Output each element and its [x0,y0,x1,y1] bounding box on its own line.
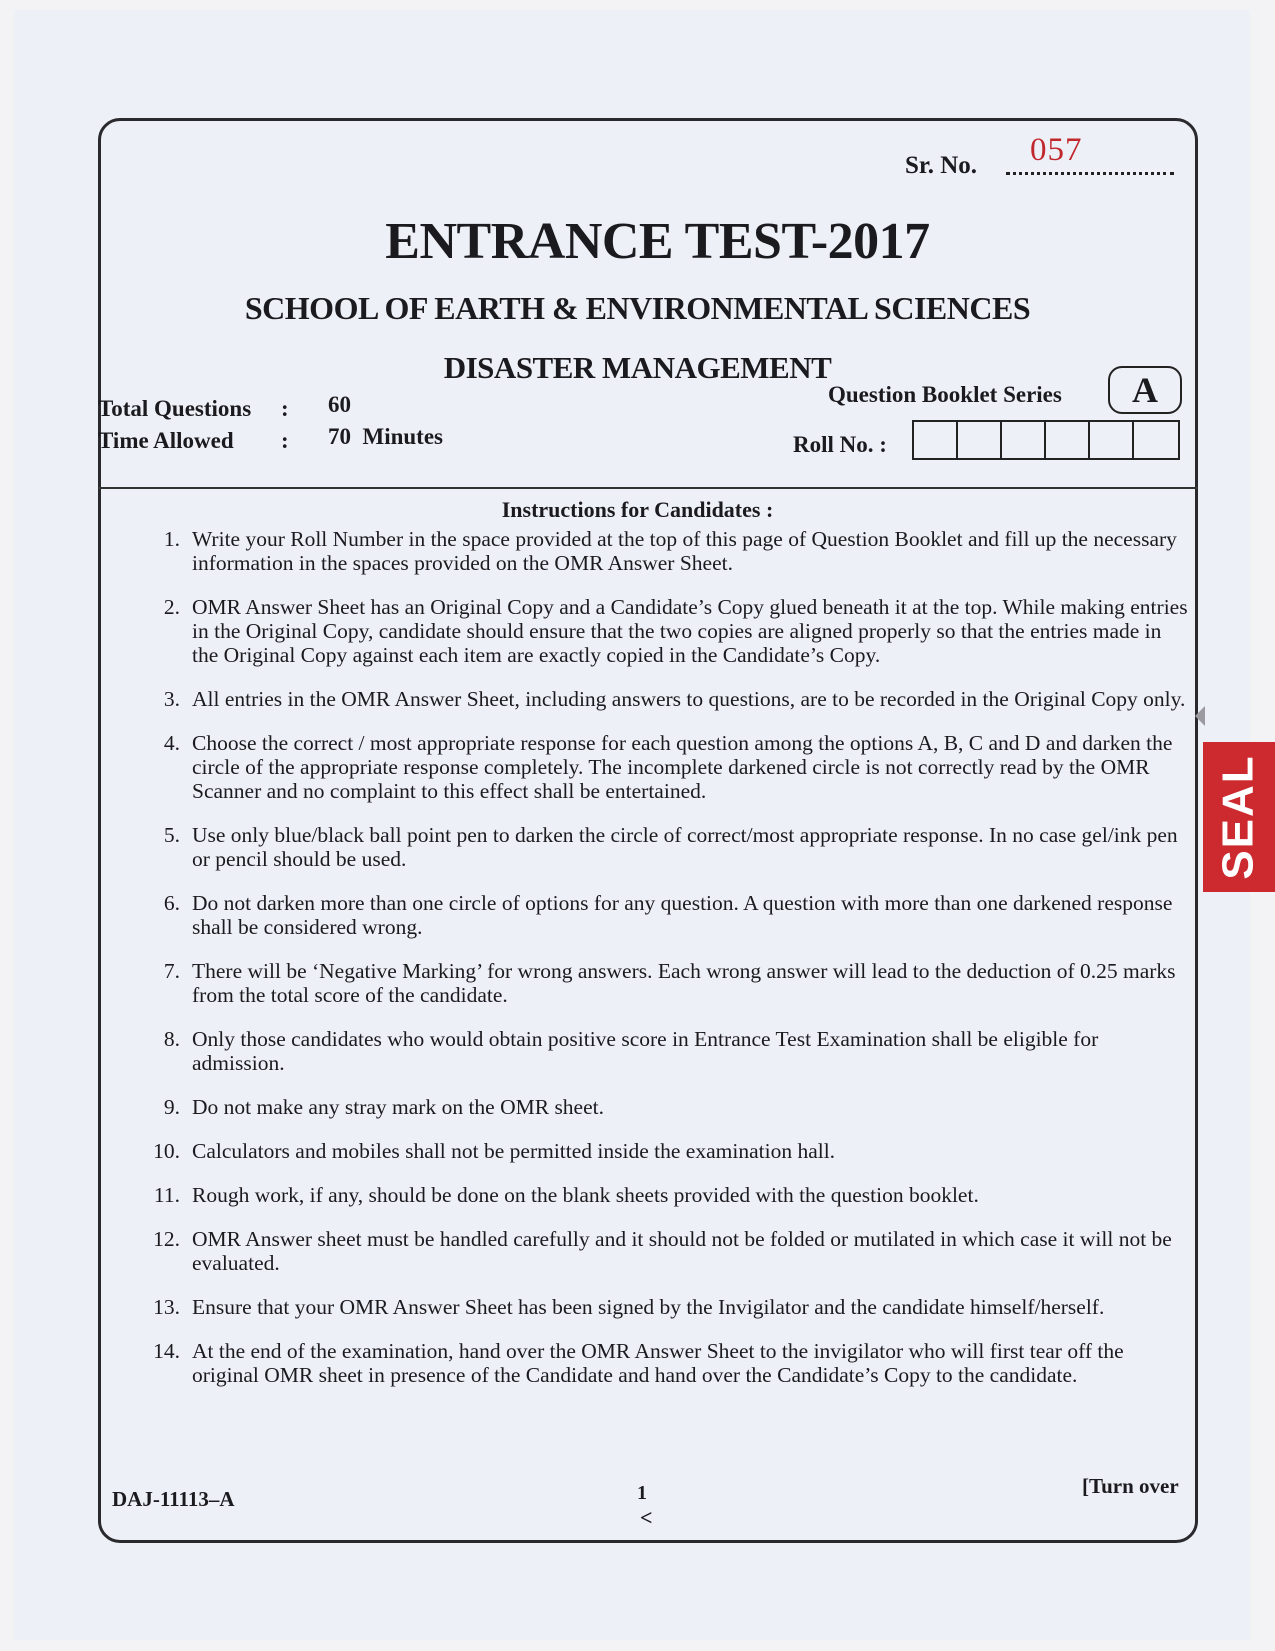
roll-number-boxes[interactable] [912,420,1180,460]
instruction-text: Do not darken more than one circle of options for any question. A question with more than one darkened response shall be considered wrong. [192,891,1173,939]
instruction-number: 4. [163,731,180,755]
serial-number-value: 057 [1030,132,1083,168]
instruction-item [140,1227,1190,1275]
instruction-number: 5. [163,823,180,847]
instruction-number: 9. [163,1095,180,1119]
instruction-text: Write your Roll Number in the space provided at the top of this page of Question Booklet and fill up the necessary information in the spaces provided on the OMR Answer Sheet. [192,527,1177,575]
total-questions-colon: : [281,396,289,421]
instruction-text: Ensure that your OMR Answer Sheet has been signed by the Invigilator and the candidate himself/herself. [192,1295,1105,1319]
instruction-item [140,527,1190,575]
instructions-list [140,527,1190,1387]
instruction-item [140,1339,1190,1387]
instruction-number: 3. [163,687,180,711]
instruction-text: Only those candidates who would obtain positive score in Entrance Test Examination shall be eligible for admission. [192,1027,1099,1075]
seal-notch-icon [1195,706,1205,726]
instruction-number: 2. [163,595,180,619]
instruction-text: Choose the correct / most appropriate response for each question among the options A, B, C and D and darken the circle of the appropriate response completely. The incomplete darkened circle is not correctly read by the OMR Scanner and no complaint to this effect shall be entertained. [192,731,1173,803]
instruction-number: 10. [153,1139,180,1163]
turn-over-label: [Turn over [1082,1474,1179,1498]
instruction-item [140,1027,1190,1075]
instruction-item [140,731,1190,803]
instruction-number: 13. [153,1295,180,1319]
roll-number-digit-box[interactable] [1134,422,1178,458]
instruction-number: 6. [163,891,180,915]
roll-number-digit-box[interactable] [1090,422,1134,458]
instruction-text: OMR Answer Sheet has an Original Copy and a Candidate’s Copy glued beneath it at the top. While making entries in the Original Copy, candidate should ensure that the two copies are aligned properly so that the entries made in the Original Copy against each item are exactly copied in the Candidate’s Copy. [192,595,1188,667]
roll-number-digit-box[interactable] [1002,422,1046,458]
booklet-code: DAJ-11113–A [112,1487,235,1511]
instruction-text: Calculators and mobiles shall not be permitted inside the examination hall. [192,1139,836,1163]
instruction-text: Use only blue/black ball point pen to darken the circle of correct/most appropriate response. In no case gel/ink pen or pencil should be used. [192,823,1178,871]
subject-name: DISASTER MANAGEMENT [443,350,832,385]
instruction-text: Rough work, if any, should be done on the blank sheets provided with the question booklet. [192,1183,979,1207]
instruction-item [140,1139,1190,1163]
serial-number-label: Sr. No. [905,152,978,179]
instruction-item [140,1095,1190,1119]
instruction-number: 14. [153,1339,180,1363]
time-allowed-value: 70 Minutes [328,424,443,449]
instruction-text: OMR Answer sheet must be handled carefully and it should not be folded or mutilated in which case it will not be evaluated. [192,1227,1172,1275]
instruction-number: 12. [153,1227,180,1251]
roll-number-digit-box[interactable] [1046,422,1090,458]
seal-label: SEAL [1214,754,1264,880]
booklet-series-label: Question Booklet Series [828,382,1062,407]
school-name: SCHOOL OF EARTH & ENVIRONMENTAL SCIENCES [244,290,1031,326]
exam-title: ENTRANCE TEST-2017 [385,213,930,270]
instruction-text: All entries in the OMR Answer Sheet, including answers to questions, are to be recorded in the Original Copy only. [192,687,1186,711]
instructions-heading: Instructions for Candidates : [501,497,774,522]
instruction-text: At the end of the examination, hand over the OMR Answer Sheet to the invigilator who will first tear off the original OMR sheet in presence of the Candidate and hand over the Candidate’s Copy to the candidate. [192,1339,1124,1387]
instruction-text: There will be ‘Negative Marking’ for wrong answers. Each wrong answer will lead to the deduction of 0.25 marks from the total score of the candidate. [192,959,1176,1007]
instruction-item [140,687,1190,711]
roll-number-digit-box[interactable] [958,422,1002,458]
roll-number-digit-box[interactable] [914,422,958,458]
page-number: 1 [637,1482,647,1504]
instruction-item [140,595,1190,667]
section-divider [98,487,1198,489]
time-allowed-colon: : [281,428,289,453]
instruction-number: 1. [163,527,180,551]
roll-number-label: Roll No. : [793,432,887,457]
time-allowed-label: Time Allowed [98,428,234,453]
instruction-text: Do not make any stray mark on the OMR sheet. [192,1095,604,1119]
instruction-item [140,823,1190,871]
total-questions-value: 60 [328,392,351,417]
instruction-number: 7. [163,959,180,983]
instruction-item [140,959,1190,1007]
seal-tab[interactable] [1203,742,1275,892]
instruction-number: 8. [163,1027,180,1051]
total-questions-label: Total Questions [98,396,252,421]
instruction-item [140,1183,1190,1207]
booklet-series-value: A [1108,366,1182,414]
arrow-left-icon: < [640,1505,653,1530]
instruction-item [140,1295,1190,1319]
instruction-item [140,891,1190,939]
instruction-number: 11. [153,1183,180,1207]
